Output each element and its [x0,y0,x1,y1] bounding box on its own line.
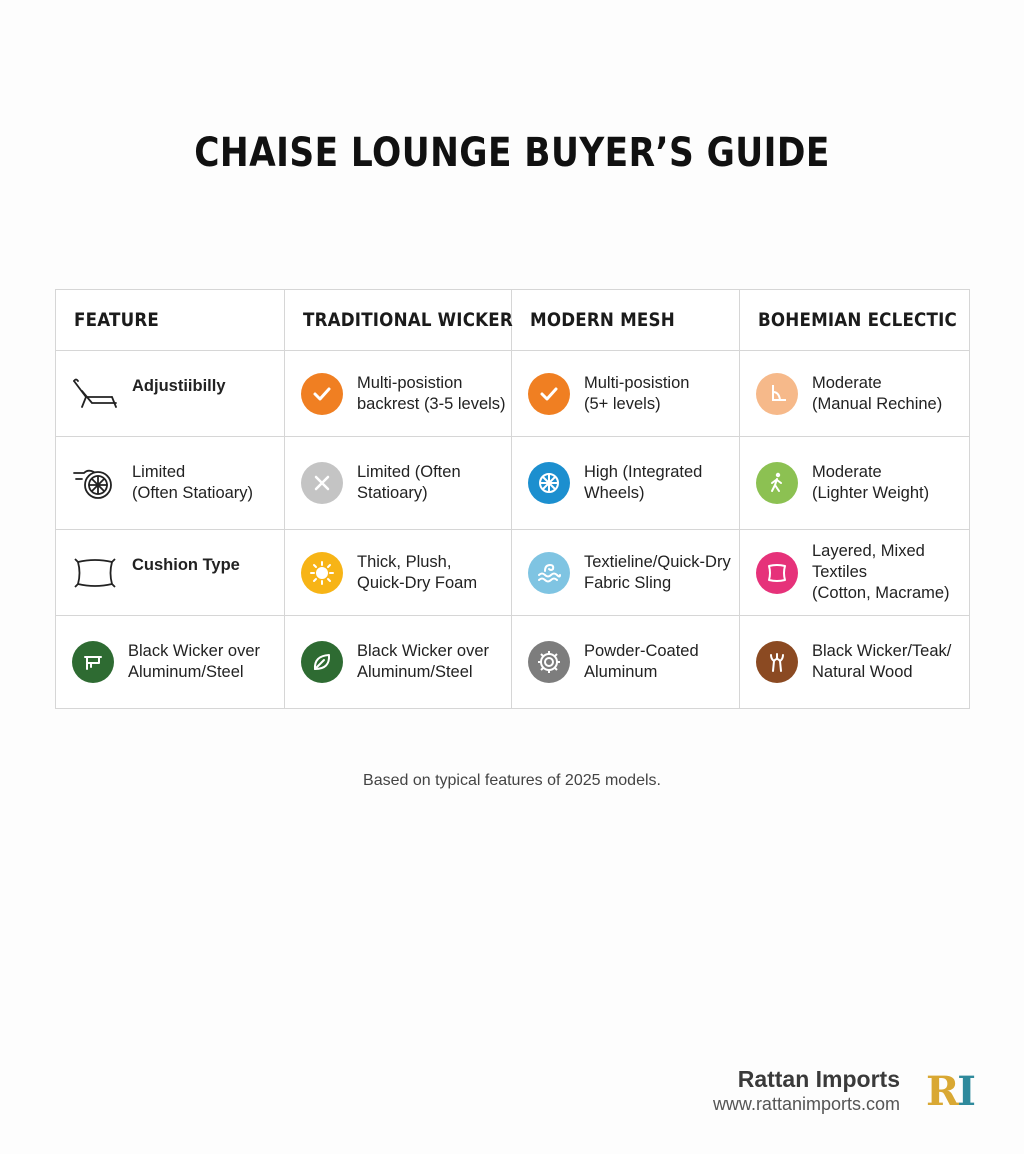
checkmark-icon [301,373,343,415]
brand-logo: RI [926,1068,974,1115]
textile-pillow-icon [756,552,798,594]
bohemian-cell: Moderate (Manual Rechine) [740,373,969,415]
bohemian-cell: Layered, Mixed Textiles (Cotton, Macrame) [740,541,969,604]
checkmark-icon [528,373,570,415]
walking-person-icon [756,462,798,504]
traditional-cell: Thick, Plush, Quick-Dry Foam [285,552,511,594]
table-row [56,437,970,530]
wheel-icon [72,460,118,506]
feature-cell: Black Wicker over Aluminum/Steel [56,641,284,683]
brand-block [713,1066,900,1115]
table-row [56,616,970,709]
header-traditional-wicker: TRADITIONAL WICKER [285,290,512,351]
table-row [56,530,970,616]
cross-icon [301,462,343,504]
page-title: CHAISE LOUNGE BUYER’S GUIDE [194,130,830,176]
modern-cell: High (Integrated Wheels) [512,462,739,504]
modern-cell: Textieline/Quick-Dry Fabric Sling [512,552,739,594]
recline-angle-icon [756,373,798,415]
tree-stump-icon [756,641,798,683]
sun-icon [301,552,343,594]
water-waves-icon [528,552,570,594]
feature-cell: Limited (Often Statioary) [56,460,284,506]
frame-material-icon [72,641,114,683]
feature-cell: Adjustiibilly [56,371,284,417]
gear-icon [528,641,570,683]
pillow-icon [72,550,118,596]
header-modern-mesh: MODERN MESH [512,290,740,351]
brand-url[interactable]: www.rattanimports.com [712,1094,900,1114]
traditional-cell: Multi-posistion backrest (3-5 levels) [285,373,511,415]
footnote: Based on typical features of 2025 models. [363,772,661,789]
brand-name: Rattan Imports [737,1066,900,1092]
table-header-row [56,290,970,351]
header-bohemian-eclectic: BOHEMIAN ECLECTIC [740,290,970,351]
bohemian-cell: Black Wicker/Teak/ Natural Wood [740,641,969,683]
table-row [56,351,970,437]
traditional-cell: Black Wicker over Aluminum/Steel [285,641,511,683]
modern-cell: Powder-Coated Aluminum [512,641,739,683]
traditional-cell: Limited (Often Statioary) [285,462,511,504]
wheel-icon [528,462,570,504]
feature-cell: Cushion Type [56,550,284,596]
header-feature: FEATURE [56,290,285,351]
lounge-chair-icon [72,371,118,417]
bohemian-cell: Moderate (Lighter Weight) [740,462,969,504]
modern-cell: Multi-posistion (5+ levels) [512,373,739,415]
comparison-table [55,289,970,709]
leaf-icon [301,641,343,683]
